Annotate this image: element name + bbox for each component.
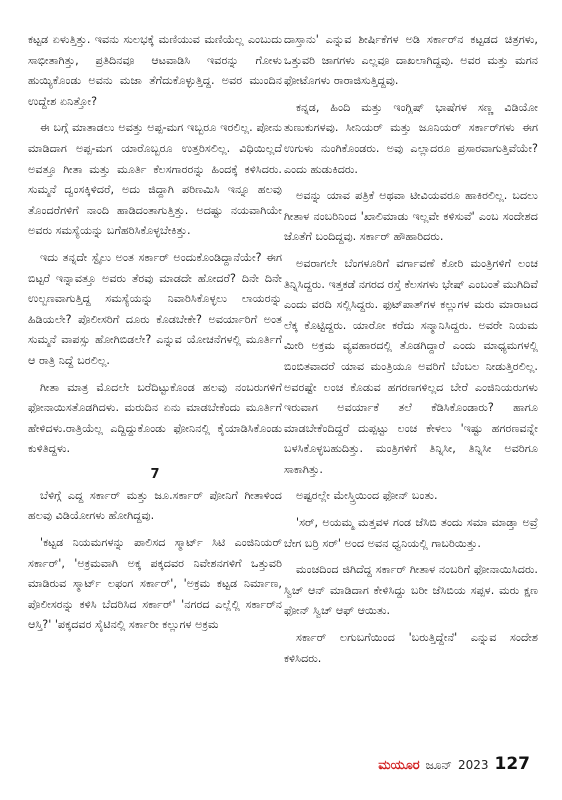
paragraph: ದಾಸ್ತಾನು' ಎನ್ನುವ ಶೀರ್ಷಿಕೆಗಳ ಅಡಿ ಸರ್ಕಾರ್‌ನ ಕಟ್ಟಡದ ಚಿತ್ರಗಳು, ಒತ್ತುವರಿ ಜಾಗಗಳು ಎಲ್ಲವೂ ದಾಖಲಾಗಿದ್ದವು. ಅವರ ಮತ್ತು ಮಗನ ಫೋಟೊಗಳು ರಾರಾಜಿಸುತ್ತಿದ್ದವು. [284,33,538,88]
issue-month: ಜೂನ್ [425,758,452,772]
issue-year: 2023 [457,758,489,772]
paragraph: ಅವರಾಗಲೇ ಬೆಂಗಳೂರಿಗೆ ವರ್ಗಾವಣೆ ಕೋರಿ ಮಂತ್ರಿಗಳಿಗೆ ಲಂಚ ತಿನ್ನಿಸಿದ್ದರು. ಇತ್ತಕಡೆ ನಗರದ ರಸ್ತೆ ಕೆಲಸಗಳು ಭೇಷ್ ಎಂಬಂತೆ ಮುಗಿದಿವೆ ಎಂದು ವರದಿ ಸಲ್ಲಿಸಿದ್ದರು. ಫುಟ್‌ಪಾತ್‌ಗಳ ಕಲ್ಲುಗಳ ಮರು ಮಾರಾಟದ ಲೆಕ್ಕ ಕೊಟ್ಟಿದ್ದರು. ಯಾರೋ ಕರೆದು ಸನ್ಮಾನಿಸಿದ್ದರು. ಅವರೇ ನಿಯಮ ಮೀರಿ ಅಕ್ರಮ ವ್ಯವಹಾರದಲ್ಲಿ ತೊಡಗಿದ್ದಾರೆ ಎಂದು ಮಾಧ್ಯಮಗಳಲ್ಲಿ ಬಿಂಬಿತವಾದರೆ ಯಾವ ಮಂತ್ರಿಯೂ ಅವರಿಗೆ ಬೆಂಬಲ ನೀಡುತ್ತಿರಲಿಲ್ಲ. ಅವರಷ್ಟೇ ಲಂಚ ಕೊಡುವ ಹಗರಣಗಳಿಲ್ಲದ ಬೇರೆ ಎಂಜಿನಿಯರುಗಳು ಇರುವಾಗ ಅವರ್ಯಾಕೆ ತಲೆ ಕೆಡಿಸಿಕೊಂಡಾರು? ಹಾಗೂ ಮಾಡಬೇಕೆಂದಿದ್ದರೆ ದುಪ್ಪಟ್ಟು ಲಂಚ ಕೇಳಲು 'ಇಷ್ಟು ಹಗರಣವನ್ನೇ ಬಳಸಿಕೊಳ್ಳಬಹುದಿತ್ತು. ಮಂತ್ರಿಗಳಿಗೆ ತಿನ್ನಿಸೀ, ತಿನ್ನಿಸೀ ಅವರಿಗೂ ಸಾಕಾಗಿತ್ತು. [284,256,538,476]
paragraph: ಇದು ತನ್ನದೇ ಸ್ಟೈಲು ಅಂತ ಸರ್ಕಾರ್ ಅಂದುಕೊಂಡಿದ್ದಾನೆಯೇ? ಈಗ ಬಿಟ್ಟರೆ ಇನ್ನಾವತ್ತೂ ಅವರು ತೆರವು ಮಾಡದೇ ಹೋದರೆ? ದಿನೇ ದಿನೇ ಉಲ್ಬಣವಾಗುತ್ತಿದ್ದ ಸಮಸ್ಯೆಯನ್ನು ನಿವಾರಿಸಿಕೊಳ್ಳಲು ಲಾಯರನ್ನು ಹಿಡಿಯಲೇ? ಪೊಲೀಸರಿಗೆ ದೂರು ಕೊಡಬೇಕೇ? ಅವರ್ಯಾರಿಗೆ ಅಂತ ಸುಮ್ಮನೆ ವಾಪಸ್ಸು ಹೋಗಿಬಿಡಲೇ? ಎನ್ನುವ ಯೋಚನೆಗಳಲ್ಲಿ ಮೂರ್ತಿಗೆ ಆ ರಾತ್ರಿ ನಿದ್ದೆ ಬರಲಿಲ್ಲ. [28,250,282,367]
paragraph: ಅವನ್ನು ಯಾವ ಪತ್ರಿಕೆ ಅಥವಾ ಟೀವಿಯವರೂ ಹಾಕಿರಲಿಲ್ಲ. ಬದಲು ಗೀತಾಳ ನಂಬರಿನಿಂದ 'ಖಾಲಿಮಾಡು ಇಲ್ಲವೇ ಕಳಿಸುವೆ' ಎಂಬ ಸಂದೇಶದ ಜೊತೆಗೆ ಬಂದಿದ್ದವು. ಸರ್ಕಾರ್ ಹೌಹಾರಿದರು. [284,189,538,244]
page-number: 127 [494,754,530,774]
right-column [284,30,538,675]
paragraph: ಮಂಚದಿಂದ ಜಿಗಿದೆದ್ದ ಸರ್ಕಾರ್ ಗೀತಾಳ ನಂಬರಿಗೆ ಫೋನಾಯಿಸಿದರು. ಸ್ವಿಚ್ ಆನ್ ಮಾಡಿದಾಗ ಕೇಳಿಸಿದ್ದು ಬರೀ ಜೆಸಿಬಿಯ ಸಪ್ಪಳ. ಮರು ಕ್ಷಣ ಫೋನ್ ಸ್ವಿಚ್ ಆಫ್ ಆಯಿತು. [284,563,538,618]
paragraph: ಈ ಬಗ್ಗೆ ಮಾತಾಡಲು ಅವತ್ತು ಅಪ್ಪ-ಮಗ ಇಬ್ಬರೂ ಇರಲಿಲ್ಲ. ಪೋನು ಮಾಡಿದಾಗ ಅಪ್ಪ-ಮಗ ಯಾರೊಬ್ಬರೂ ಉತ್ತರಿಸಲಿಲ್ಲ. ವಿಧಿಯಿಲ್ಲದೆ ಅವತ್ತೂ ಗೀತಾ ಮತ್ತು ಮೂರ್ತಿ ಕೆಲಸಗಾರರನ್ನು ಹಿಂದಕ್ಕೆ ಕಳಿಸಿದರು. ಸುಮ್ಮನೆ ದ್ವಂಸಕ್ಕಿಳಿದರೆ, ಅದು ಜಿದ್ದಾಗಿ ಪರಿಣಮಿಸಿ ಇನ್ನೂ ಹಲವು ತೊಂದರೆಗಳಿಗೆ ನಾಂದಿ ಹಾಡಿದಂತಾಗುತ್ತಿತ್ತು. ಅದಷ್ಟು ನಯವಾಗಿಯೇ ಅವರು ಸಮಸ್ಯೆಯನ್ನು ಬಗೆಹರಿಸಿಕೊಳ್ಳಬೇಕಿತ್ತು. [28,121,282,238]
paragraph: 'ಸರ್, ಅಯಮ್ಮ ಮತ್ತವಳ ಗಂಡ ಜೆಸಿಬಿ ತಂದು ಸಮಾ ಮಾಡ್ತಾ ಅವ್ರೆ ಬೇಗ ಬರ್ರಿ ಸರ್' ಅಂದ ಅವನ ಧ್ವನಿಯಲ್ಲಿ ಗಾಬರಿಯಿತ್ತು. [284,516,538,550]
section-number: 7 [150,466,160,482]
paragraph: ಕನ್ನಡ, ಹಿಂದಿ ಮತ್ತು ಇಂಗ್ಲಿಷ್ ಭಾಷೆಗಳ ಸಣ್ಣ ವಿಡಿಯೋ ತುಣುಕುಗಳವು. ಸೀನಿಯರ್ ಮತ್ತು ಜೂನಿಯರ್ ಸರ್ಕಾರ್‌ಗಳು ಈಗ ಉಗುಳು ನುಂಗಿಕೊಂಡರು. ಅವು ಎಲ್ಲಾದರೂ ಪ್ರಸಾರವಾಗುತ್ತಿವೆಯೇ? ಎಂದು ಹುಡುಕಿದರು. [284,100,538,176]
paragraph: ಬೆಳಿಗ್ಗೆ ಎದ್ದ ಸರ್ಕಾರ್ ಮತ್ತು ಜೂ.ಸರ್ಕಾರ್ ಪೋನಿಗೆ ಗೀತಾಳಿಂದ ಹಲವು ವಿಡಿಯೋಗಳು ಹೋಗಿದ್ದವು. [28,488,282,523]
paragraph: ಕಟ್ಟಡ ಏಳುತ್ತಿತ್ತು. ಇವನು ಸುಲಭಕ್ಕೆ ಮಣಿಯುವ ಮಣಿಯೆಲ್ಲ ಎಂಬುದು ಸಾಭೀತಾಗಿತ್ತು, ಪ್ರತಿದಿನವೂ ಆಟವಾಡಿಸಿ ಇವರನ್ನು ಗೋಳು ಹುಯ್ಯಿಕೊಂಡು ಅವನು ಮಜಾ ತೆಗೆದುಕೊಳ್ಳುತ್ತಿದ್ದ. ಅವರ ಮುಂದಿನ ಉದ್ದೇಶ ಏನಿತ್ತೋ? [28,33,282,108]
left-column [28,30,282,642]
page-footer [378,754,530,774]
paragraph: ಅಷ್ಟರಲ್ಲೇ ಮೇಸ್ತ್ರಿಯಿಂದ ಫೋನ್ ಬಂತು. [296,489,438,503]
paragraph: ಸರ್ಕಾರ್ ಲಗುಬಗೆಯಿಂದ 'ಬರುತ್ತಿದ್ದೇನೆ' ಎನ್ನುವ ಸಂದೇಶ ಕಳಿಸಿದರು. [284,631,538,665]
magazine-logo: ಮಯೂರ [378,758,420,773]
paragraph: ಗೀತಾ ಮಾತ್ರ ಮೊದಲೇ ಬರೆದಿಟ್ಟುಕೊಂಡ ಹಲವು ನಂಬರುಗಳಿಗೆ ಫೋನಾಯಿಸತೊಡಗಿದಳು. ಮರುದಿನ ಏನು ಮಾಡಬೇಕೆಂದು ಮೂರ್ತಿಗೆ ಹೇಳಿದಳು.ರಾತ್ರಿಯೆಲ್ಲ ಎದ್ದಿದ್ದುಕೊಂಡು ಫೋನಿನಲ್ಲಿ ಕೈಯಾಡಿಸಿಕೊಂಡು ಕುಳಿತಿದ್ದಳು. [28,380,282,456]
paragraph: 'ಕಟ್ಟಡ ನಿಯಮಗಳನ್ನು ಪಾಲಿಸದ ಸ್ಮಾರ್ಟ್ ಸಿಟಿ ಎಂಜಿನಿಯರ್ ಸರ್ಕಾರ್', 'ಅಕ್ರಮವಾಗಿ ಅಕ್ಕ ಪಕ್ಕದವರ ನಿವೇಶನಗಳಿಗೆ ಒತ್ತುವರಿ ಮಾಡಿರುವ ಸ್ಮಾರ್ಟ್ ಲಫಂಗ ಸರ್ಕಾರ್', 'ಅಕ್ರಮ ಕಟ್ಟಡ ನಿರ್ಮಾಣ, ಪೊಲೀಸರನ್ನು ಕಳಿಸಿ ಬೆದರಿಸಿದ ಸರ್ಕಾರ್' 'ನಗರದ ಎಲ್ಲೆಲ್ಲಿ ಸರ್ಕಾರ್‌ನ ಆಸ್ತಿ?' 'ಪಕ್ಕದವರ ಸೈಟಿನಲ್ಲಿ ಸರ್ಕಾರೀ ಕಲ್ಲುಗಳ ಅಕ್ರಮ [28,536,282,632]
